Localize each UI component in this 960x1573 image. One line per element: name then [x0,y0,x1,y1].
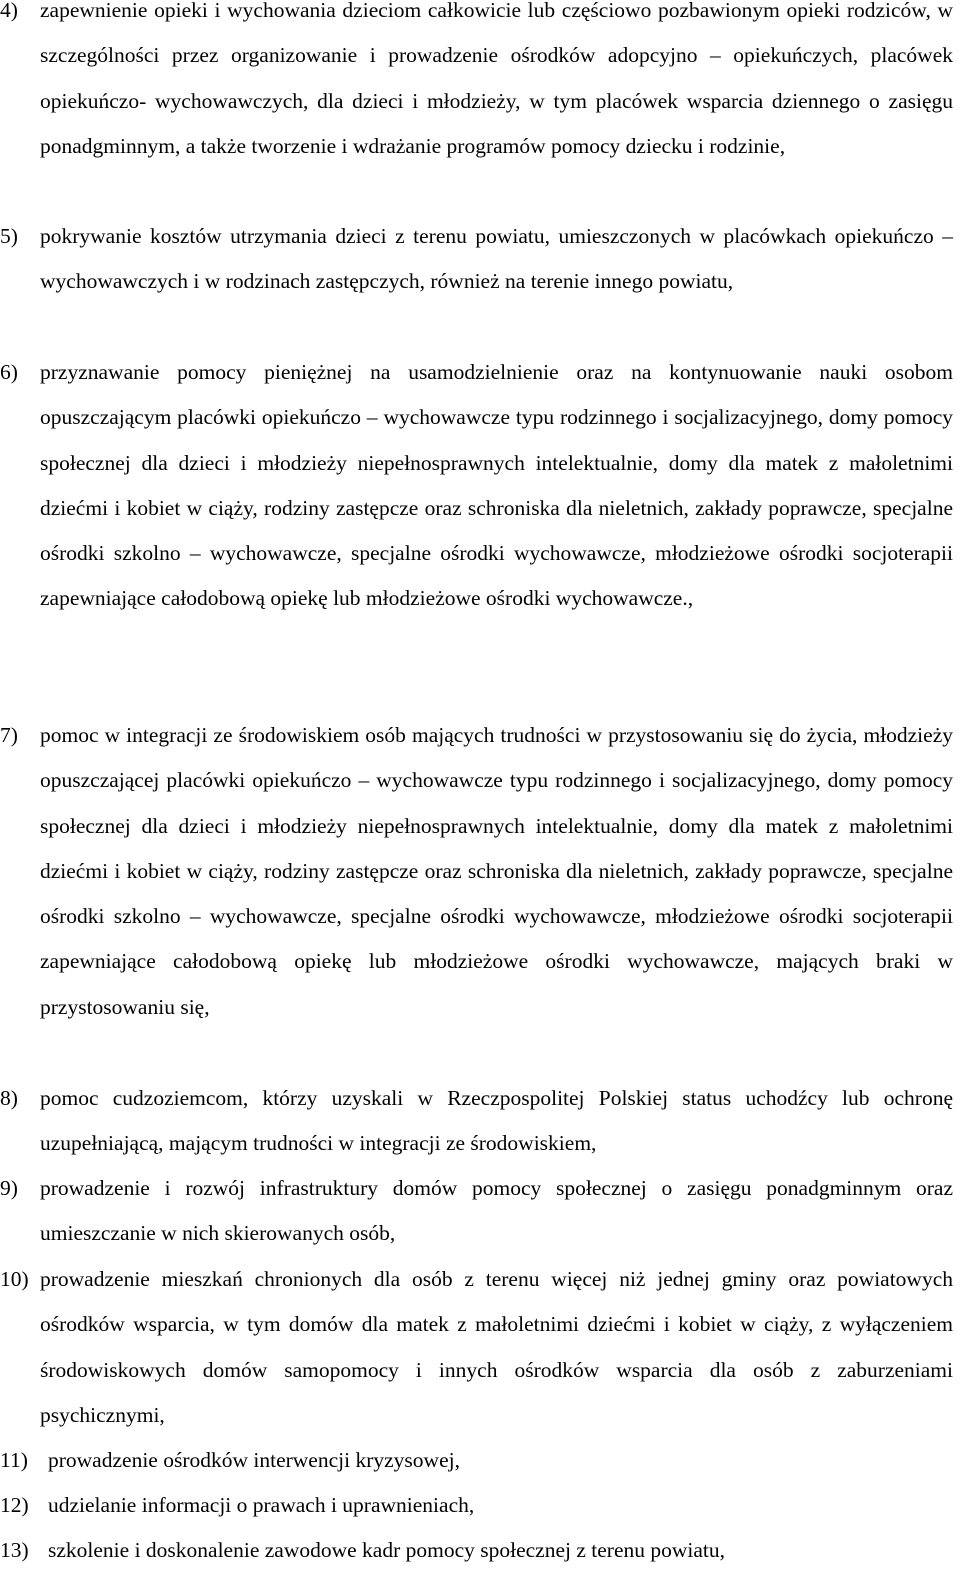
list-item-text: udzielanie informacji o prawach i uprawnieniach, [48,1493,475,1517]
list-item-number: 10) [0,1267,29,1291]
list-item-number: 9) [0,1176,18,1200]
list-item-text: pokrywanie kosztów utrzymania dzieci z terenu powiatu, umieszczonych w placówkach opiekuńczo – wychowawczych i w rodzinach zastępczych, również na terenie innego powiatu, [40,224,953,294]
list-item-text: szkolenie i doskonalenie zawodowe kadr pomocy społecznej z terenu powiatu, [48,1538,726,1562]
list-item-number: 5) [0,224,18,248]
list-item-text: prowadzenie i rozwój infrastruktury domów pomocy społecznej o zasięgu ponadgminnym oraz umieszczanie w nich skierowanych osób, [40,1176,953,1246]
list-item-7 [0,713,953,1030]
list-item-number: 6) [0,360,18,384]
list-item-5 [0,214,953,305]
list-item-text: pomoc cudzoziemcom, którzy uzyskali w Rzeczpospolitej Polskiej status uchodźcy lub ochronę uzupełniającą, mającym trudności w integracji ze środowiskiem, [40,1086,953,1156]
list-item-text: pomoc w integracji ze środowiskiem osób mających trudności w przystosowaniu się do życia, młodzieży opuszczającej placówki opiekuńczo – wychowawcze typu rodzinnego i socjalizacyjnego, domy pomocy społecznej dla dzieci i młodzieży niepełnosprawnych intelektualnie, domy dla matek z małoletnimi dziećmi i kobiet w ciąży, rodziny zastępcze oraz schroniska dla nieletnich, zakłady poprawcze, specjalne ośrodki szkolno – wychowawcze, specjalne ośrodki wychowawcze, młodzieżowe ośrodki socjoterapii zapewniające całodobową opiekę lub młodzieżowe ośrodki wychowawcze, mających braki w przystosowaniu się, [40,723,953,1019]
list-item-text: przyznawanie pomocy pieniężnej na usamodzielnienie oraz na kontynuowanie nauki osobom opuszczającym placówki opiekuńczo – wychowawcze typu rodzinnego i socjalizacyjnego, domy pomocy społecznej dla dzieci i młodzieży niepełnosprawnych intelektualnie, domy dla matek z małoletnimi dziećmi i kobiet w ciąży, rodziny zastępcze oraz schroniska dla nieletnich, zakłady poprawcze, specjalne ośrodki szkolno – wychowawcze, specjalne ośrodki wychowawcze, młodzieżowe ośrodki socjoterapii zapewniające całodobową opiekę lub młodzieżowe ośrodki wychowawcze., [40,360,953,611]
list-item-text: prowadzenie ośrodków interwencji kryzysowej, [48,1448,460,1472]
list-item-number: 11) [0,1448,28,1472]
list-item-8 [0,1076,953,1167]
list-item-number: 8) [0,1086,18,1110]
list-item-13 [0,1528,953,1573]
list-item-text: zapewnienie opieki i wychowania dzieciom całkowicie lub częściowo pozbawionym opieki rodziców, w szczególności przez organizowanie i prowadzenie ośrodków adopcyjno – opiekuńczych, placówek opiekuńczo- wychowawczych, dla dzieci i młodzieży, w tym placówek wsparcia dziennego o zasięgu ponadgminnym, a także tworzenie i wdrażanie programów pomocy dziecku i rodzinie, [40,0,953,158]
list-item-11 [0,1438,953,1483]
list-item-number: 7) [0,723,18,747]
list-item-10 [0,1257,953,1438]
list-item-6 [0,350,953,622]
list-item-9 [0,1166,953,1257]
list-item-number: 13) [0,1538,29,1562]
list-item-number: 12) [0,1493,29,1517]
list-item-12 [0,1483,953,1528]
list-item-text: prowadzenie mieszkań chronionych dla osób z terenu więcej niż jednej gminy oraz powiatowych ośrodków wsparcia, w tym domów dla matek z małoletnimi dziećmi i kobiet w ciąży, z wyłączeniem środowiskowych domów samopomocy i innych ośrodków wsparcia dla osób z zaburzeniami psychicznymi, [40,1267,953,1427]
list-item-number: 4) [0,0,18,22]
list-item-4 [0,0,953,169]
